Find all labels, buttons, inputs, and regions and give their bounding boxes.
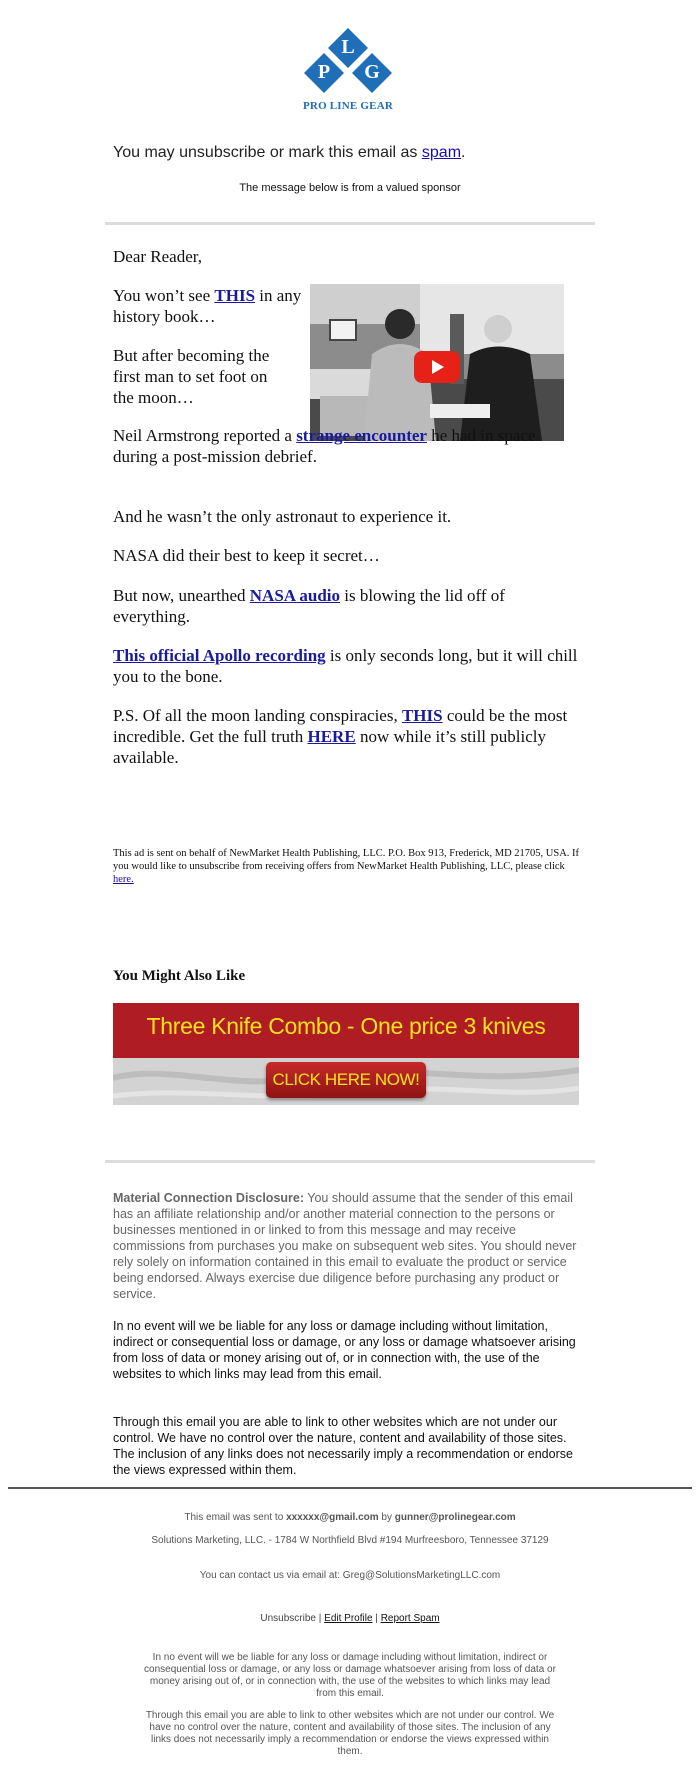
letter-ps-text-a: P.S. Of all the moon landing conspiracies, bbox=[113, 706, 398, 725]
sender-email: gunner@prolinegear.com bbox=[394, 1512, 516, 1523]
letter-ps-text-b: could be the most incredible. Get the full truth bbox=[113, 706, 568, 746]
footer-separator-2: | bbox=[375, 1613, 378, 1624]
brand-logo[interactable] bbox=[296, 28, 400, 120]
material-disclosure bbox=[113, 1190, 583, 1302]
letter-p7-text-b: is only seconds long, but it will chill you to the bone. bbox=[113, 646, 578, 686]
letter-p1 bbox=[113, 285, 303, 327]
letter-p4: And he wasn’t the only astronaut to experience it. bbox=[113, 507, 452, 526]
apollo-recording-link[interactable]: This official Apollo recording bbox=[113, 646, 326, 665]
play-button-icon[interactable] bbox=[414, 351, 460, 383]
sent-prefix: This email was sent to bbox=[184, 1512, 284, 1523]
logo-letter-p: P bbox=[317, 61, 331, 83]
spam-link[interactable]: spam bbox=[421, 144, 462, 161]
unsubscribe-text: You may unsubscribe or mark this email as bbox=[113, 144, 418, 161]
disclosure-label: Material Connection Disclosure: bbox=[113, 1191, 305, 1205]
ad-unsubscribe-link[interactable]: here. bbox=[113, 874, 134, 885]
edit-profile-link[interactable]: Edit Profile bbox=[324, 1613, 373, 1624]
sent-by-prefix: by bbox=[381, 1512, 392, 1523]
disclosure-text: You should assume that the sender of this email has an affiliate relationship and/or another material connection to the persons or businesses mentioned in or linked to from this message and may receive commissions from purchases you make on subsequent web sites. You should never rely solely on information contained in this email to evaluate the product or service being endorsed. Always exercise due diligence before purchasing any product or service. bbox=[113, 1191, 577, 1301]
report-spam-link[interactable]: Report Spam bbox=[380, 1613, 440, 1624]
letter-p7 bbox=[113, 645, 583, 687]
unsubscribe-link[interactable]: Unsubscribe bbox=[260, 1613, 316, 1624]
sent-to-line bbox=[105, 1512, 595, 1524]
footer-links bbox=[105, 1613, 595, 1625]
logo-letter-g: G bbox=[364, 61, 380, 83]
video-thumbnail[interactable] bbox=[310, 284, 564, 441]
footer-separator-1: | bbox=[318, 1613, 322, 1624]
banner-title: Three Knife Combo - One price 3 knives bbox=[146, 1013, 546, 1039]
letter-p1-text-a: You won’t see bbox=[113, 286, 211, 305]
ad-notice-text: This ad is sent on behalf of NewMarket Health Publishing, LLC. P.O. Box 913, Frederick, MD 21705, USA. If you would like to unsubscribe from receiving offers from NewMarket Health Publishing, LLC, please click bbox=[113, 848, 580, 872]
letter-ps-text-c: now while it’s still publicly available. bbox=[113, 727, 546, 767]
letter-p3-text-a: Neil Armstrong reported a bbox=[113, 426, 292, 445]
footer-external: Through this email you are able to link to other websites which are not under our control. We have no control over the nature, content and availability of those sites. The inclusion of any links does not necessarily imply a recommendation or endorse the views expressed within them. bbox=[145, 1710, 555, 1757]
logo-letter-l: L bbox=[341, 36, 355, 58]
divider-top bbox=[105, 222, 595, 225]
footer-liability: In no event will we be liable for any loss or damage including without limitation, indirect or consequential loss or damage, or any loss or damage whatsoever arising from loss of data or money arising out of, or in connection with, the use of the websites to which links may lead from this email. bbox=[144, 1652, 556, 1699]
this-link-2[interactable]: THIS bbox=[401, 706, 443, 725]
letter-p1-text-b: in any history book… bbox=[113, 286, 302, 326]
divider-middle bbox=[105, 1160, 595, 1163]
letter-p5: NASA did their best to keep it secret… bbox=[113, 546, 380, 565]
unsubscribe-period: . bbox=[461, 144, 466, 161]
letter-p3 bbox=[113, 425, 583, 467]
contact-line: You can contact us via email at: Greg@SolutionsMarketingLLC.com bbox=[199, 1570, 501, 1581]
knife-combo-banner[interactable] bbox=[113, 1003, 579, 1105]
external-links-paragraph: Through this email you are able to link to other websites which are not under our control. We have no control over the nature, content and availability of those sites. The inclusion of any links does not necessarily imply a recommendation or endorse the views expressed within them. bbox=[113, 1415, 573, 1477]
letter-ps bbox=[113, 705, 583, 768]
footer-divider bbox=[8, 1487, 692, 1489]
recipient-email: xxxxxx@gmail.com bbox=[286, 1512, 379, 1523]
ad-notice bbox=[113, 847, 588, 886]
letter-p6-text-a: But now, unearthed bbox=[113, 586, 246, 605]
greeting: Dear Reader, bbox=[113, 247, 202, 266]
company-address: Solutions Marketing, LLC. - 1784 W Northfield Blvd #194 Murfreesboro, Tennessee 37129 bbox=[151, 1535, 549, 1546]
letter-p6 bbox=[113, 585, 583, 627]
nasa-audio-link[interactable]: NASA audio bbox=[249, 586, 340, 605]
letter-p2: But after becoming the first man to set foot on the moon… bbox=[113, 346, 270, 407]
strange-encounter-link[interactable]: strange encounter bbox=[296, 426, 427, 445]
here-link[interactable]: HERE bbox=[307, 727, 356, 746]
unsubscribe-line bbox=[113, 144, 465, 162]
play-triangle-icon bbox=[414, 351, 460, 383]
click-here-now-button[interactable]: CLICK HERE NOW! bbox=[266, 1062, 426, 1098]
also-like-heading: You Might Also Like bbox=[113, 968, 246, 984]
logo-wordmark: PRO LINE GEAR bbox=[303, 100, 393, 112]
letter-p3-text-b: he had in space during a post-mission debrief. bbox=[113, 426, 536, 466]
this-link-1[interactable]: THIS bbox=[214, 286, 256, 305]
letter-p6-text-b: is blowing the lid off of everything. bbox=[113, 586, 505, 626]
liability-paragraph: In no event will we be liable for any loss or damage including without limitation, indirect or consequential loss or damage, or any loss or damage whatsoever arising from loss of data or money arising out of, or in connection with, the use of the websites to which links may lead from this email. bbox=[113, 1319, 576, 1381]
sponsor-note: The message below is from a valued sponsor bbox=[239, 182, 461, 194]
